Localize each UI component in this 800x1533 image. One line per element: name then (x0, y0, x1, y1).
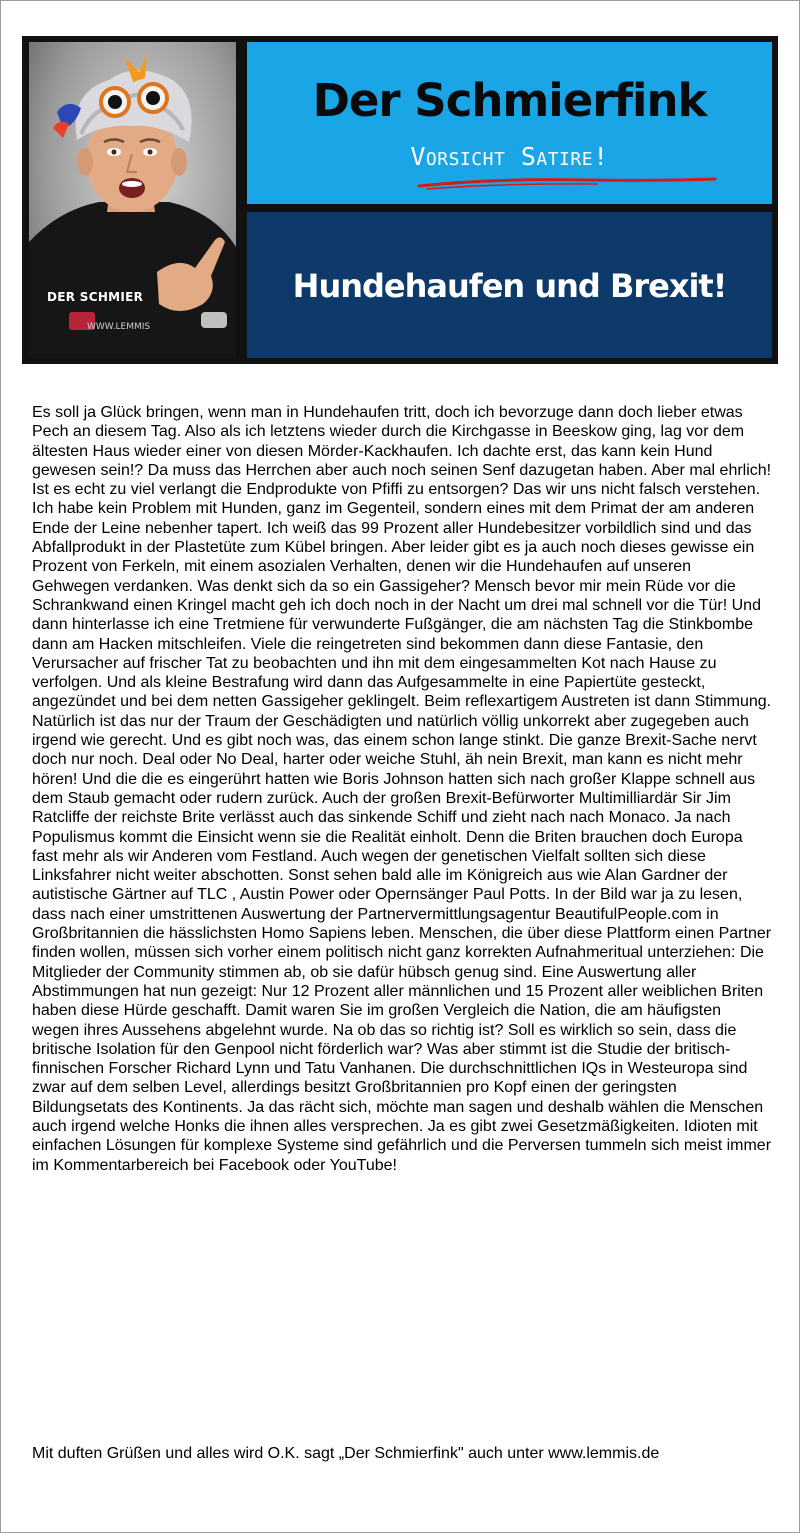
shirt-print-url: WWW.LEMMIS (87, 322, 151, 332)
title-panel (247, 42, 772, 204)
brand-title: Der Schmierfink (312, 74, 707, 127)
shirt-print-text: DER SCHMIER (47, 290, 144, 304)
article-body: Es soll ja Glück bringen, wenn man in Hundehaufen tritt, doch ich bevorzuge dann doch lieber etwas Pech an diesem Tag. Also als ich letztens wieder durch die Kirchgasse in Beeskow ging, lag vor dem ältesten Haus wieder einer von diesen Mörder-Kackhaufen. Ich dachte erst, das kann kein Hund gewesen sein!? Da muss das Herrchen aber auch noch seinen Senf dazugetan haben. Aber mal ehrlich! Ist es echt zu viel verlangt die Endprodukte von Pfiffi zu entsorgen? Das wir uns nicht falsch verstehen. Ich habe kein Problem mit Hunden, ganz im Gegenteil, sondern eines mit dem Primat der am anderen Ende der Leine nebenher tapert. Ich weiß das 99 Prozent aller Hundebesitzer vorbildlich sind und das Abfallprodukt in der Plastetüte zum Kübel bringen. Aber leider gibt es ja auch noch dieses gewisse ein Prozent von Ferkeln, mit einem asozialen Verhalten, denen wir die Hundehaufen auf unseren Gehwegen verdanken. Was denkt sich da so ein Gassigeher? Mensch bevor mir mein Rüde vor die Schrankwand einen Kringel macht geh ich doch noch in der Nacht um drei mal schnell vor die Tür! Und dann hinterlasse ich eine Tretmiene für verwunderte Fußgänger, die am nächsten Tag die Stinkbombe dann am Hacken mitschleifen. Viele die reingetreten sind bekommen dann diese Fantasie, den Verursacher auf frischer Tat zu beobachten und ihn mit dem eingesammelten Kot nach Hause zu verfolgen. Und als kleine Bestrafung wird dann das Aufgesammelte in eine Papiertüte gesteckt, angezündet und bei dem netten Gassigeher geklingelt. Beim reflexartigem Austreten ist dann Stimmung. Natürlich ist das nur der Traum der Geschädigten und natürlich völlig unkorrekt aber zugegeben auch irgend wie gerecht. Und es gibt noch was, das einem schon lange stinkt. Die ganze Brexit-Sache nervt doch nur noch. Deal oder No Deal, harter oder weiche Stuhl, äh nein Brexit, man kann es nicht mehr hören! Und die die es eingerührt hatten wie Boris Johnson hatten sich nach großer Klappe schnell aus dem Staub gemacht oder rudern zurück. Auch der großen Brexit-Befürworter Multimilliardär Sir Jim Ratcliffe der reichste Brite verlässt auch das sinkende Schiff und zieht nach nach Monaco. Ja nach Populismus kommt die Einsicht wenn sie die Realität einholt. Denn die Briten brauchen doch Europa fast mehr als wir Anderen vom Festland. Auch wegen der genetischen Vielfalt sollten sich diese Linksfahrer nicht weiter abschotten. Sonst sehen bald alle im Königreich aus wie Alan Gardner der autistische Gärtner auf TLC , Austin Power oder Opernsänger Paul Potts. In der Bild war ja zu lesen, dass nach einer umstrittenen Auswertung der Partnervermittlungsagentur BeautifulPeople.com in Großbritannien die hässlichsten Homo Sapiens leben. Menschen, die über diese Plattform einen Partner finden wollen, müssen sich vorher einem politisch nicht ganz korrekten Aufnahmeritual unterziehen: Die Mitglieder der Community stimmen ab, ob sie dafür hübsch genug sind. Eine Auswertung aller Abstimmungen hat nun gezeigt: Nur 12 Prozent aller männlichen und 15 Prozent aller weiblichen Briten haben diese Hürde geschafft. Damit waren Sie im großen Vergleich die Nation, die am häufigsten wegen ihres Aussehens abgelehnt wurde. Na ob das so richtig ist? Soll es wirklich so sein, dass die britische Isolation für den Genpool nicht förderlich war? Was aber stimmt ist die Studie der britisch-finnischen Forscher Richard Lynn und Tatu Vanhanen. Die durchschnittlichen IQs in Westeuropa sind zwar auf dem selben Level, allerdings besitzt Großbritannien pro Kopf einen der geringsten Bildungsetats des Kontinents. Ja das rächt sich, möchte man sagen und deshalb wählen die Menschen auch irgend welche Honks die ihnen alles versprechen. Ja es gibt zwei Gesetzmäßigkeiten. Idioten mit einfachen Lösungen für komplexe Systeme sind gefährlich und die Perversen tummeln sich meist immer im Kommentarbereich bei Facebook oder YouTube! (32, 404, 772, 1174)
headline-panel (247, 212, 772, 358)
author-photo (29, 42, 236, 358)
header-banner (22, 36, 778, 364)
brand-tagline: Vorsicht Satire! (410, 142, 609, 171)
article-headline: Hundehaufen und Brexit! (292, 267, 727, 305)
author-photo-icon (29, 42, 236, 358)
tagline-underline-icon (417, 176, 717, 192)
article-signoff: Mit duften Grüßen und alles wird O.K. sagt „Der Schmierfink" auch unter www.lemmis.de (32, 1445, 660, 1462)
